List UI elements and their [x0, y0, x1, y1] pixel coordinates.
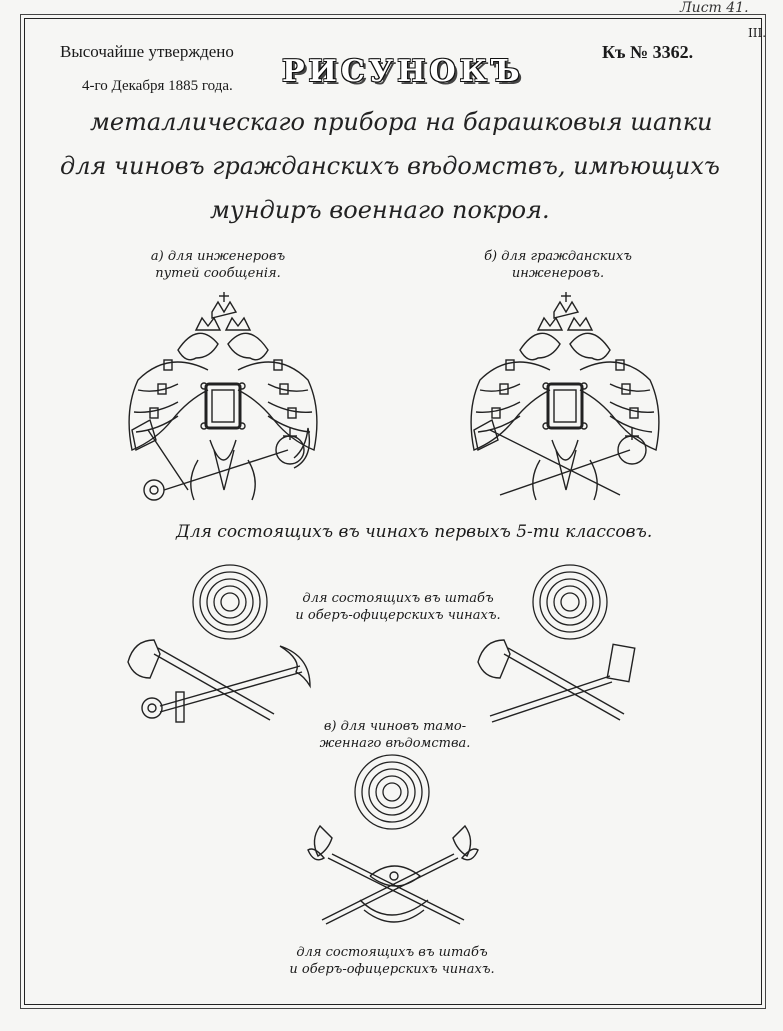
subtitle-line-3: мундиръ военнаго покроя. [210, 196, 550, 224]
approved-date: 4-го Декабря 1885 года. [82, 78, 233, 94]
section-heading: Для состоящихъ въ чинахъ первыхъ 5-ти классовъ. [176, 522, 653, 542]
caption-v [300, 718, 490, 752]
caption-staff-1-line-2: и оберъ-офицерскихъ чинахъ. [295, 608, 501, 623]
roman-numeral: III. [748, 26, 767, 40]
caption-v-line-2: женнаго вѣдомства. [319, 736, 471, 751]
axe-anchor-icon [120, 636, 320, 730]
caption-a [128, 248, 308, 282]
axe-shovel-icon [470, 636, 670, 730]
eagle-emblem-icon-a [118, 290, 328, 515]
crossed-caducei-icon [290, 820, 500, 940]
caption-staff-1 [288, 590, 508, 624]
caption-b-line-1: б) для гражданскихъ [484, 249, 632, 264]
subtitle-line-2: для чиновъ гражданскихъ вѣдомствъ, имѣющихъ [60, 152, 720, 180]
subtitle-line-1: металлическаго прибора на барашковыя шапки [90, 108, 713, 136]
caption-b-line-2: инженеровъ. [511, 266, 605, 281]
caption-b [468, 248, 648, 282]
caption-staff-2 [272, 944, 512, 978]
caption-a-line-2: путей сообщенія. [155, 266, 281, 281]
approved-label: Высочайше утверждено [60, 42, 234, 61]
reference-number: Къ № 3362. [602, 42, 694, 62]
eagle-emblem-icon-b [460, 290, 670, 515]
sheet-label: Лист 41. [680, 0, 749, 16]
page-title: РИСУНОКЪ [282, 54, 524, 89]
caption-v-line-1: в) для чиновъ тамо- [323, 719, 467, 734]
cockade-icon-1 [190, 562, 270, 642]
caption-staff-2-line-1: для состоящихъ въ штабъ [296, 945, 488, 960]
caption-a-line-1: а) для инженеровъ [150, 249, 286, 264]
caption-staff-2-line-2: и оберъ-офицерскихъ чинахъ. [289, 962, 495, 977]
caption-staff-1-line-1: для состоящихъ въ штабъ [302, 591, 494, 606]
cockade-icon-2 [530, 562, 610, 642]
